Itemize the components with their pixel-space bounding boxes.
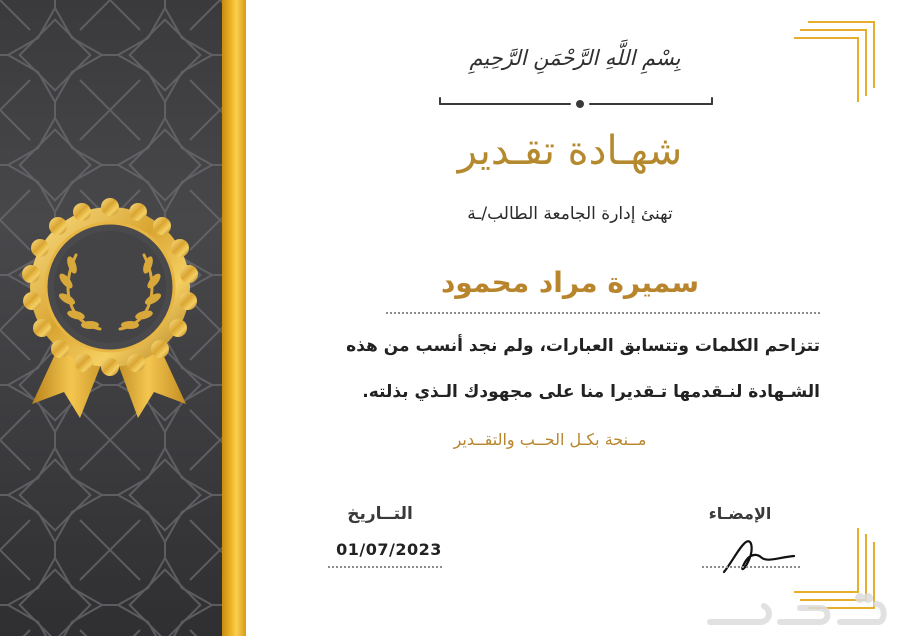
name-dotted-line: [386, 312, 820, 314]
haraj-watermark-icon: [700, 590, 890, 634]
date-label: التــاريخ: [347, 504, 413, 524]
signature-scribble: [718, 532, 798, 576]
date-dotted-line: [328, 566, 442, 568]
signature-dotted-line: [702, 566, 800, 568]
recipient-name: سميرة مراد محمود: [440, 266, 700, 299]
body-line-1: تتزاحم الكلمات وتتسابق العبارات، ولم نجد أنسب من هذه: [346, 336, 820, 356]
body-line-2: الشـهادة لنـقدمها تـقديرا منا على مجهودك الـذي بذلته.: [362, 382, 820, 402]
corner-ornament-top-right: [790, 14, 882, 106]
award-seal-icon: [18, 192, 208, 422]
basmala: بِسْمِ اللَّهِ الرَّحْمَنِ الرَّحِيمِ: [469, 46, 681, 70]
congrats-line: تهنئ إدارة الجامعة الطالب/ـة: [467, 204, 673, 224]
gold-vertical-strip: [222, 0, 246, 636]
certificate-title: شهـادة تقـدير: [457, 128, 683, 174]
date-value: 01/07/2023: [336, 540, 442, 559]
closing-line: مــنحة بكـل الحــب والتقــدير: [453, 430, 647, 449]
signature-label: الإمضـاء: [708, 504, 772, 523]
